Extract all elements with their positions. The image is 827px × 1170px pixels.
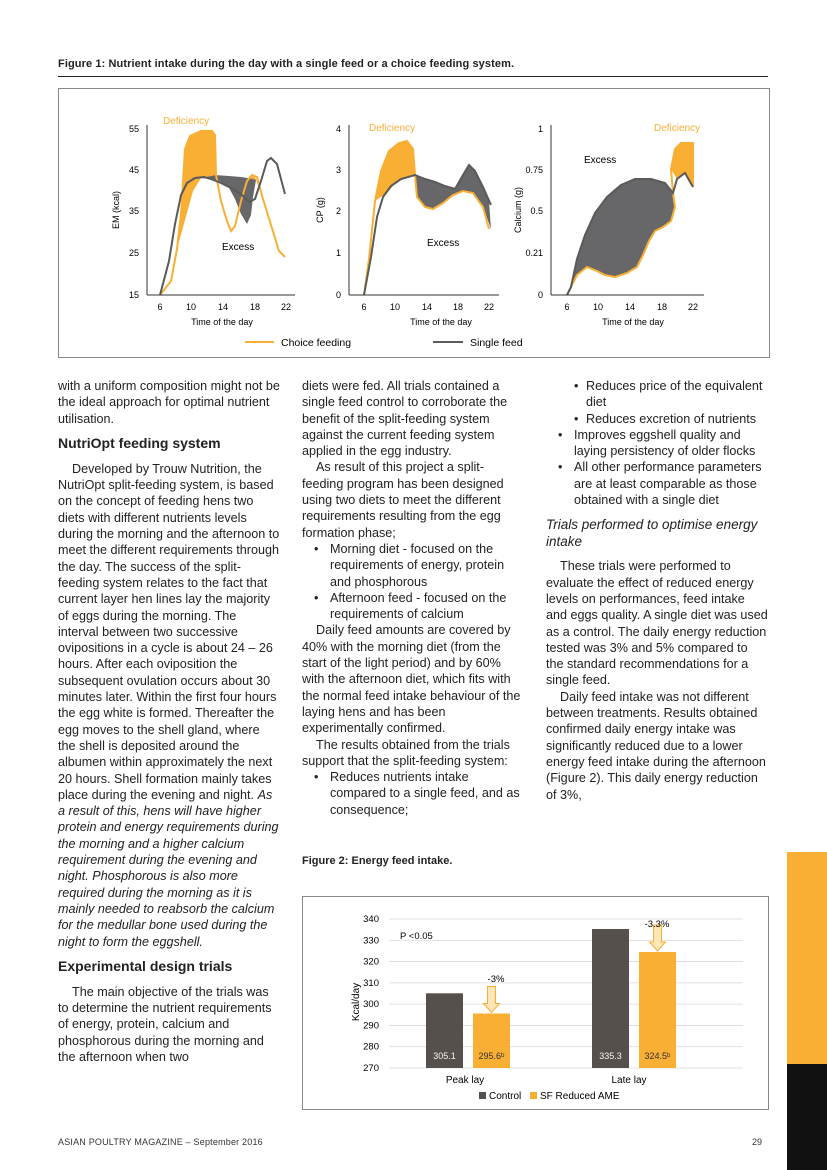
figure2-ytick: 330 xyxy=(363,935,379,947)
figure2-ytick: 340 xyxy=(363,914,379,925)
figure2-pvalue: P <0.05 xyxy=(400,931,433,942)
column-2 xyxy=(302,378,524,818)
ca-ytick-3: 0.21 xyxy=(525,248,543,258)
col1-paragraph-1: Developed by Trouw Nutrition, the NutriOpt split-feeding system, is based on the concept of feeding hens two diets with different nutrients levels during the morning and the afternoon to meet the different requirements through the day. The success of the split-feeding system relates to the fact that current layer hen lines lay the majority of eggs during the morning. The interval between two successive ovipositions in a cycle is about 24 – 26 hours. After each oviposition the subsequent ovulation occurs about 30 minutes later. Within the first four hours the egg white is formed. Thereafter the egg moves to the shell gland, where the shell is deposited around the albumen within approximately the next 20 hours. Shell formation mainly takes place during the evening and night. As a result of this, hens will have higher protein and energy requirements during the morning and a higher calcium requirement during the evening and night. Phosphorous is also more required during the morning as it is mainly needed to reabsorb the calcium for the medullar bone used during the night to form the eggshell. xyxy=(58,461,280,949)
em-deficiency-label: Deficiency xyxy=(163,116,210,127)
figure1-panel-cp xyxy=(315,123,499,327)
col3-paragraph-1: These trials were performed to evaluate the effect of reduced energy levels on performances, feed intake and eggs quality. A single diet was used as a control. The daily energy reduction tested was 3% and 5% compared to the standard recommendations for a single feed. xyxy=(546,559,768,688)
side-tab-orange xyxy=(787,852,827,1064)
figure2-legend-control-swatch xyxy=(479,1092,486,1099)
cp-deficiency-label: Deficiency xyxy=(369,123,416,134)
cp-ytick-4: 0 xyxy=(335,290,341,300)
col3-benefits-list xyxy=(546,427,768,508)
col1-paragraph-2: The main objective of the trials was to determine the nutrient requirements of energy, protein, calcium and phosphorous during the morning and the afternoon when two xyxy=(58,984,272,1064)
col2-results-list xyxy=(302,769,524,818)
cp-xtick-0: 6 xyxy=(361,302,367,312)
list-item: • Reduces price of the equivalent diet xyxy=(546,378,768,411)
heading-nutriopt: NutriOpt feeding system xyxy=(58,434,221,451)
cp-choice-line xyxy=(364,141,489,295)
cp-ylabel: CP (g) xyxy=(315,197,325,223)
figure1-svg xyxy=(59,89,769,357)
col2-paragraph-3: Daily feed amounts are covered by 40% with the morning diet (from the start of the light period) and by 60% with the afternoon diet, which fits with the normal feed intake behaviour of the laying hens and has been experimentally confirmed. xyxy=(302,623,521,736)
cp-excess-label: Excess xyxy=(427,238,460,249)
ca-xtick-2: 14 xyxy=(624,302,636,312)
figure2-bar-label: 295.6ᵇ xyxy=(478,1051,505,1061)
list-item: • Reduces nutrients intake compared to a single feed, and as consequence; xyxy=(302,769,524,818)
figure2-title: Figure 2: Energy feed intake. xyxy=(302,855,453,867)
ca-deficiency-label: Deficiency xyxy=(654,123,701,134)
heading-trials-energy: Trials performed to optimise energy intake xyxy=(546,517,758,550)
cp-xlabel: Time of the day xyxy=(410,317,472,327)
cp-ytick-2: 2 xyxy=(335,206,341,216)
side-tab-black xyxy=(787,1064,827,1170)
em-ytick-0: 55 xyxy=(128,124,139,134)
figure2-bars xyxy=(426,929,676,1068)
figure2-category-1: Late lay xyxy=(611,1075,647,1086)
em-xtick-3: 18 xyxy=(249,302,261,312)
ca-xlabel: Time of the day xyxy=(602,317,664,327)
figure1-chart xyxy=(58,88,770,358)
col1-italic-passage: As a result of this, hens will have higher protein and energy requirements during the morning and a higher calcium requirement during the evening and night. Phosphorous is also more required during the morning as it is mainly needed to reabsorb the calcium for the medullar bone used during the night to form the eggshell. xyxy=(58,787,279,949)
figure2-annot-peak: -3% xyxy=(487,974,505,985)
ca-xtick-4: 22 xyxy=(687,302,699,312)
figure2-svg xyxy=(303,897,768,1109)
list-item: • Afternoon feed - focused on the requirements of calcium xyxy=(302,590,524,623)
ca-xtick-3: 18 xyxy=(656,302,668,312)
figure2-arrows xyxy=(484,925,666,1013)
list-item: • Reduces excretion of nutrients xyxy=(546,411,768,427)
cp-xtick-4: 22 xyxy=(483,302,495,312)
em-xtick-2: 14 xyxy=(217,302,229,312)
figure1-panel-em xyxy=(111,116,295,327)
figure1-panel-calcium xyxy=(513,123,704,327)
list-item: • All other performance parameters are at least comparable as those obtained with a single diet xyxy=(546,459,768,508)
em-xtick-4: 22 xyxy=(280,302,292,312)
figure2-annot-late: -3.3% xyxy=(644,919,670,930)
column-1 xyxy=(58,378,280,1065)
list-item: • Improves eggshell quality and laying persistency of older flocks xyxy=(546,427,768,460)
em-xtick-1: 10 xyxy=(185,302,197,312)
ca-ytick-1: 0.75 xyxy=(525,165,543,175)
figure2-chart xyxy=(302,896,769,1110)
cp-ytick-0: 4 xyxy=(335,124,341,134)
figure2-bar-label: 305.1 xyxy=(433,1051,456,1061)
figure2-category-0: Peak lay xyxy=(445,1075,485,1086)
legend-single-label: Single feed xyxy=(470,337,523,349)
figure1-top-rule xyxy=(58,76,768,77)
figure2-ytick: 270 xyxy=(363,1063,379,1074)
figure2-yticks xyxy=(363,914,379,1074)
em-choice-line xyxy=(160,131,285,295)
cp-ytick-3: 1 xyxy=(335,248,341,258)
ca-ylabel: Calcium (g) xyxy=(513,186,523,234)
em-xtick-0: 6 xyxy=(157,302,163,312)
ca-xtick-0: 6 xyxy=(564,302,570,312)
figure2-ytick: 320 xyxy=(363,956,379,968)
em-ytick-4: 15 xyxy=(128,290,139,300)
figure2-ytick: 290 xyxy=(363,1020,379,1032)
page-number: 29 xyxy=(752,1137,763,1147)
figure2-ylabel: Kcal/day xyxy=(351,982,362,1022)
ca-ytick-2: 0.5 xyxy=(530,206,543,216)
em-xlabel: Time of the day xyxy=(191,317,253,327)
ca-ytick-0: 1 xyxy=(537,124,543,134)
list-item: • Morning diet - focused on the requirements of energy, protein and phosphorous xyxy=(302,541,524,590)
figure1-title: Figure 1: Nutrient intake during the day with a single feed or a choice feeding system. xyxy=(58,58,515,70)
figure2-ytick: 300 xyxy=(363,999,379,1011)
col2-paragraph-1: diets were fed. All trials contained a single feed control to corroborate the benefit of the split-feeding system against the current feeding system applied in the egg industry. xyxy=(302,379,508,459)
figure2-bar xyxy=(592,929,629,1068)
em-ytick-2: 35 xyxy=(128,206,139,216)
ca-ytick-4: 0 xyxy=(537,290,543,300)
col2-paragraph-2: As result of this project a split-feeding program has been designed using two diets to meet the different requirements resulting from the egg formation phase; xyxy=(302,460,504,540)
figure2-down-arrow-icon xyxy=(484,987,500,1013)
col2-diet-list xyxy=(302,541,524,622)
figure2-ytick: 280 xyxy=(363,1041,379,1053)
footer-magazine: ASIAN POULTRY MAGAZINE – September 2016 xyxy=(58,1137,263,1147)
figure2-bar-label: 335.3 xyxy=(599,1051,622,1061)
em-ylabel: EM (kcal) xyxy=(111,191,121,229)
cp-xtick-3: 18 xyxy=(452,302,464,312)
figure2-legend-control: Control xyxy=(489,1091,522,1102)
em-ytick-1: 45 xyxy=(128,165,139,175)
cp-xtick-1: 10 xyxy=(389,302,401,312)
cp-xtick-2: 14 xyxy=(421,302,433,312)
heading-experimental-design: Experimental design trials xyxy=(58,957,233,974)
ca-xtick-1: 10 xyxy=(592,302,604,312)
col2-paragraph-4: The results obtained from the trials support that the split-feeding system: xyxy=(302,737,510,768)
column-3 xyxy=(546,378,768,803)
cp-excess-area xyxy=(415,165,491,229)
col3-sub-list xyxy=(546,378,768,427)
figure2-bar-label: 324.5ᵇ xyxy=(644,1051,671,1061)
col1-intro: with a uniform composition might not be the ideal approach for optimal nutrient utilisation. xyxy=(58,379,280,426)
figure2-legend-sf: SF Reduced AME xyxy=(540,1091,620,1102)
figure2-ytick: 310 xyxy=(363,977,379,989)
ca-excess-label: Excess xyxy=(584,155,617,166)
em-ytick-3: 25 xyxy=(128,248,139,258)
col3-paragraph-2: Daily feed intake was not different between treatments. Results obtained confirmed daily energy intake was significantly reduced due to a lower energy feed intake during the afternoon (Figure 2). This daily energy reduction of 3%, xyxy=(546,689,766,802)
figure2-legend-sf-swatch xyxy=(530,1092,537,1099)
cp-ytick-1: 3 xyxy=(335,165,341,175)
legend-choice-label: Choice feeding xyxy=(281,337,352,349)
em-excess-label: Excess xyxy=(222,242,255,253)
